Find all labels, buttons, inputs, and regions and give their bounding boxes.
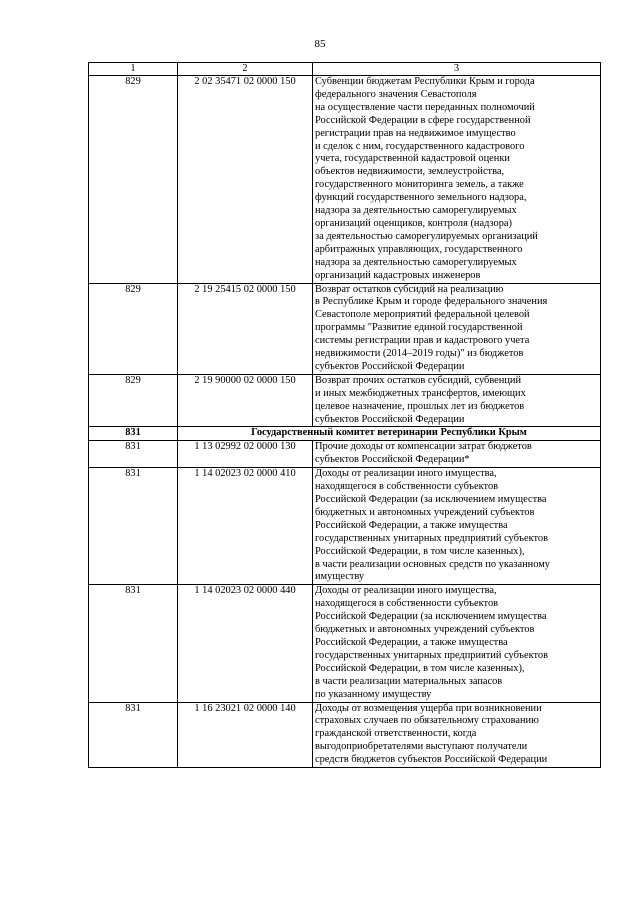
description-line: на осуществление части переданных полномочий — [315, 101, 535, 113]
budget-classification-code: 2 19 90000 02 0000 150 — [178, 374, 313, 427]
description-line: за деятельностью саморегулируемых организаций — [315, 230, 538, 242]
column-header-3: 3 — [313, 63, 601, 76]
description-line: Субвенции бюджетам Республики Крым и города — [315, 76, 535, 87]
description-line: в части реализации материальных запасов — [315, 675, 503, 687]
description-line: Доходы от реализации иного имущества, — [315, 585, 497, 597]
description-line: объектов недвижимости, землеустройства, — [315, 166, 505, 178]
administrator-code: 831 — [89, 702, 178, 768]
table-body — [89, 76, 601, 768]
budget-classification-table — [88, 62, 601, 768]
description-line: Возврат прочих остатков субсидий, субвенций — [315, 374, 522, 386]
description-line: государственных унитарных предприятий субъектов — [315, 532, 549, 544]
description-line: Севастополе мероприятий федеральной целевой — [315, 309, 530, 321]
description-line: Доходы от возмещения ущерба при возникновении — [315, 702, 542, 714]
description-line: учета, государственной кадастровой оценки — [315, 153, 510, 165]
revenue-description — [313, 76, 601, 284]
description-line: по указанному имуществу — [315, 688, 432, 700]
administrator-code: 829 — [89, 374, 178, 427]
description-line: бюджетных и автономных учреждений субъектов — [315, 624, 535, 636]
description-line: государственного мониторинга земель, а также — [315, 179, 524, 191]
revenue-description — [313, 585, 601, 702]
administrator-code: 829 — [89, 283, 178, 374]
description-line: выгодоприобретателями выступают получатели — [315, 741, 528, 753]
description-line: имуществу — [315, 571, 365, 583]
table-row — [89, 702, 601, 768]
description-line: гражданской ответственности, когда — [315, 728, 477, 740]
budget-classification-code: 1 14 02023 02 0000 410 — [178, 468, 313, 585]
table-row — [89, 468, 601, 585]
description-line: программы "Развитие единой государственной — [315, 322, 523, 334]
description-line: страховых случаев по обязательному страхованию — [315, 715, 539, 727]
description-line: в части реализации основных средств по указанному — [315, 558, 550, 570]
description-line: субъектов Российской Федерации — [315, 360, 465, 372]
description-line: федерального значения Севастополя — [315, 88, 477, 100]
description-line: в Республике Крым и городе федерального значения — [315, 296, 548, 308]
description-line: и сделок с ним, государственного кадастрового — [315, 140, 525, 152]
administrator-code: 829 — [89, 76, 178, 284]
description-line: организаций кадастровых инженеров — [315, 269, 481, 281]
table-header-row — [89, 63, 601, 76]
description-line: субъектов Российской Федерации* — [315, 454, 470, 466]
description-line: государственных унитарных предприятий субъектов — [315, 649, 549, 661]
administrator-code: 831 — [89, 427, 178, 441]
description-line: Доходы от реализации иного имущества, — [315, 468, 497, 480]
revenue-description — [313, 468, 601, 585]
column-header-2: 2 — [178, 63, 313, 76]
administrator-code: 831 — [89, 585, 178, 702]
budget-classification-code: 1 13 02992 02 0000 130 — [178, 441, 313, 468]
description-line: надзора за деятельностью саморегулируемых — [315, 205, 517, 217]
administrator-name: Государственный комитет ветеринарии Республики Крым — [178, 427, 601, 441]
table-row — [89, 283, 601, 374]
description-line: арбитражных управляющих, государственного — [315, 243, 523, 255]
description-line: Российской Федерации (за исключением имущества — [315, 611, 547, 623]
description-line: Российской Федерации, в том числе казенных), — [315, 662, 525, 674]
description-line: и иных межбюджетных трансфертов, имеющих — [315, 387, 526, 399]
description-line: бюджетных и автономных учреждений субъектов — [315, 506, 535, 518]
description-line: организаций оценщиков, контроля (надзора) — [315, 217, 512, 229]
description-line: надзора за деятельностью саморегулируемых — [315, 256, 517, 268]
description-line: Российской Федерации (за исключением имущества — [315, 494, 547, 505]
description-line: целевое назначение, прошлых лет из бюджетов — [315, 400, 525, 412]
description-line: Российской Федерации, а также имущества — [315, 636, 508, 648]
section-header-row — [89, 427, 601, 441]
budget-classification-code: 2 19 25415 02 0000 150 — [178, 283, 313, 374]
table-row — [89, 374, 601, 427]
administrator-code: 831 — [89, 441, 178, 468]
budget-classification-code: 1 14 02023 02 0000 440 — [178, 585, 313, 702]
description-line: функций государственного земельного надзора, — [315, 192, 527, 204]
table-row — [89, 441, 601, 468]
description-line: находящегося в собственности субъектов — [315, 598, 499, 610]
table-row — [89, 76, 601, 284]
budget-classification-code: 2 02 35471 02 0000 150 — [178, 76, 313, 284]
revenue-description — [313, 374, 601, 427]
page-number: 85 — [314, 38, 326, 50]
revenue-description — [313, 283, 601, 374]
description-line: Возврат остатков субсидий на реализацию — [315, 283, 504, 295]
table-row — [89, 585, 601, 702]
description-line: Российской Федерации, а также имущества — [315, 519, 508, 531]
budget-classification-code: 1 16 23021 02 0000 140 — [178, 702, 313, 768]
revenue-description — [313, 702, 601, 768]
description-line: Российской Федерации, в том числе казенных), — [315, 545, 525, 557]
revenue-description — [313, 441, 601, 468]
description-line: субъектов Российской Федерации — [315, 413, 465, 425]
description-line: Прочие доходы от компенсации затрат бюджетов — [315, 441, 532, 453]
description-line: недвижимости (2014–2019 годы)" из бюджетов — [315, 348, 524, 360]
description-line: средств бюджетов субъектов Российской Федерации — [315, 754, 548, 766]
description-line: регистрации прав на недвижимое имущество — [315, 127, 516, 139]
description-line: системы регистрации прав и кадастрового учета — [315, 335, 530, 347]
administrator-code: 831 — [89, 468, 178, 585]
description-line: находящегося в собственности субъектов — [315, 481, 499, 493]
description-line: Российской Федерации в сфере государственной — [315, 114, 531, 126]
column-header-1: 1 — [89, 63, 178, 76]
